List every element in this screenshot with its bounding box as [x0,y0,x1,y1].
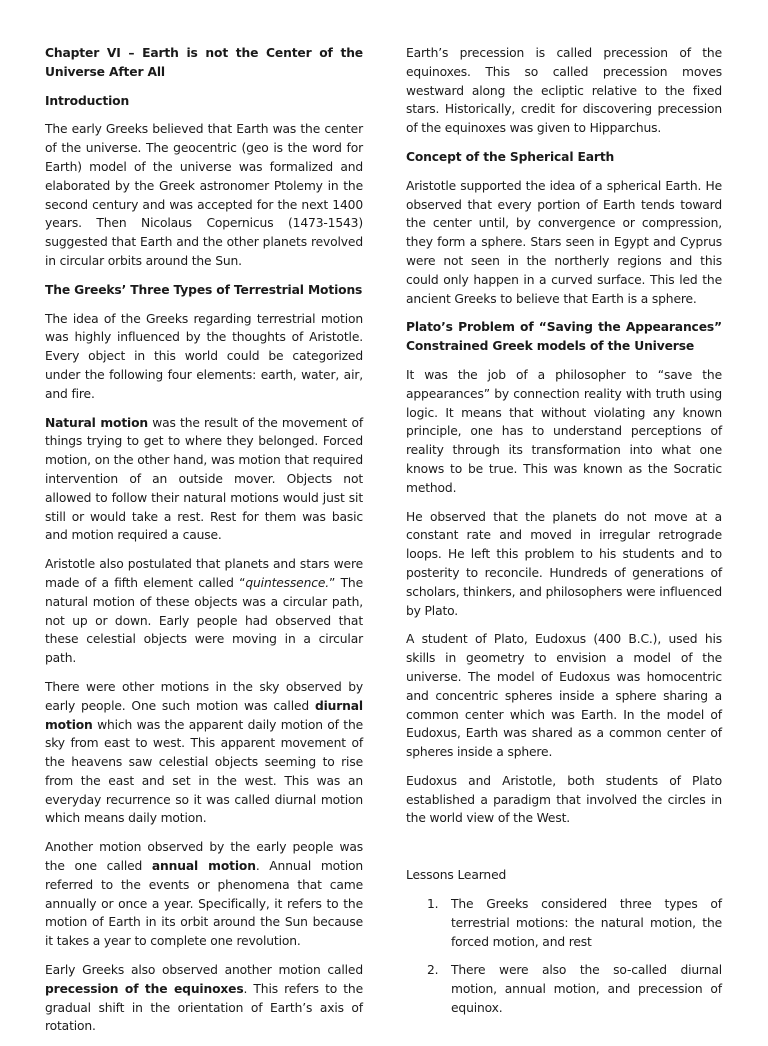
precession-continued-paragraph: Earth’s precession is called precession of the equinoxes. This so called precession moves westward along the ecliptic relative to the fixed stars. Historically, credit for discovering precession of the equinoxes was given to Hipparchus. [406,46,722,136]
annual-text-a: Another motion observed by the early people was the one called [45,840,363,874]
retrograde-paragraph: He observed that the planets do not move at a constant rate and moved in irregular retrograde loops. He left this problem to his students and to posterity to reconcile. Hundreds of generations of scholars, thinkers, and philosophers were influenced by Plato. [406,509,722,618]
lesson-text: There were also the so-called diurnal motion, annual motion, and precession of equinox. [451,963,722,1016]
socratic-method-paragraph: It was the job of a philosopher to “save the appearances” by connection reality with truth using logic. It means that without violating any known principle, one has to understand perceptions of reality through its transformation into what one knows to be true. This was known as the Socratic method. [406,367,722,495]
diurnal-text-b: which was the apparent daily motion of the sky from east to west. This apparent movement of the heavens saw celestial objects seeming to rise from the east and set in the west. This was an everyday recurrence so it was called diurnal motion which means daily motion. [45,717,363,826]
spherical-earth-paragraph: Aristotle supported the idea of a spherical Earth. He observed that every portion of Earth tends toward the center until, by convergence or compression, they form a sphere. Stars seen in Egypt and Cyprus were not seen in the northerly regions and this could only happen in a curved surface. This led the ancient Greeks to believe that Earth is a sphere. [406,178,722,306]
quintessence-term: quintessence. [245,575,330,590]
left-column [45,44,363,1046]
lessons-learned-heading: Lessons Learned [406,868,507,883]
lessons-list [406,895,722,1018]
spherical-earth-heading: Concept of the Spherical Earth [406,149,615,164]
lesson-item [406,961,722,1017]
eudoxus-paragraph: A student of Plato, Eudoxus (400 B.C.), used his skills in geometry to envision a model of the universe. The model of Eudoxus was homocentric and concentric spheres inside a sphere sharing a common center which was Earth. In the model of Eudoxus, Earth was shared as a common center of spheres inside a sphere. [406,632,722,760]
annual-text-b: . Annual motion referred to the events or phenomena that came annually or once a year. Specifically, it refers to the motion of Earth in its orbit around the Sun because it takes a year to complete one revolution. [45,859,364,949]
lesson-text: The Greeks considered three types of terrestrial motions: the natural motion, the forced motion, and rest [451,897,722,949]
natural-motion-paragraph [45,414,363,546]
diurnal-motion-term: diurnal motion [45,698,363,732]
terrestrial-motions-heading: The Greeks’ Three Types of Terrestrial Motions [45,282,363,297]
chapter-title: Chapter VI – Earth is not the Center of the Universe After All [45,46,363,79]
precession-term: precession of the equinoxes [45,981,244,996]
natural-motion-term: Natural motion [45,415,149,430]
quintessence-text-b: ” The natural motion of these objects was a circular path, not up or down. Early people had observed that these celestial objects were moving in a circular path. [45,575,363,666]
plato-problem-heading: Plato’s Problem of “Saving the Appearances” Constrained Greek models of the Universe [406,320,722,354]
diurnal-text-a: There were other motions in the sky observed by early people. One such motion was called [45,679,363,713]
paradigm-paragraph: Eudoxus and Aristotle, both students of Plato established a paradigm that involved the circles in the world view of the West. [406,773,722,826]
quintessence-paragraph [45,555,363,668]
introduction-heading: Introduction [45,93,130,108]
terrestrial-motions-paragraph: The idea of the Greeks regarding terrestrial motion was highly influenced by the thoughts of Aristotle. Every object in this world could be categorized under the following four elements: earth, water, air, and fire. [45,311,363,401]
precession-text-a: Early Greeks also observed another motion called [45,963,363,978]
lesson-number: 1. [427,897,439,912]
introduction-paragraph: The early Greeks believed that Earth was the center of the universe. The geocentric (geo is the word for Earth) model of the universe was formalized and elaborated by the Greek astronomer Ptolemy in the second century and was accepted for the next 1400 years. Then Nicolaus Copernicus (1473-1543) suggested that Earth and the other planets revolved in circular orbits around the Sun. [45,122,363,268]
natural-motion-text: was the result of the movement of things trying to get to where they belonged. Forced motion, on the other hand, was motion that required intervention of an outside mover. Objects not allowed to follow their natural motions would just sit still or would take a rest. Rest for them was basic and motion required a cause. [45,415,364,543]
precession-paragraph [45,961,363,1036]
lesson-item [406,895,722,951]
precession-text-b: . This refers to the gradual shift in the orientation of Earth’s axis of rotation. [45,981,363,1034]
quintessence-text-a: Aristotle also postulated that planets and stars were made of a fifth element called “ [45,557,363,590]
lesson-number: 2. [427,963,439,978]
diurnal-motion-paragraph [45,678,363,828]
annual-motion-term: annual motion [151,859,256,874]
annual-motion-paragraph [45,838,363,951]
right-column [406,44,722,1028]
section-spacer [406,838,722,866]
